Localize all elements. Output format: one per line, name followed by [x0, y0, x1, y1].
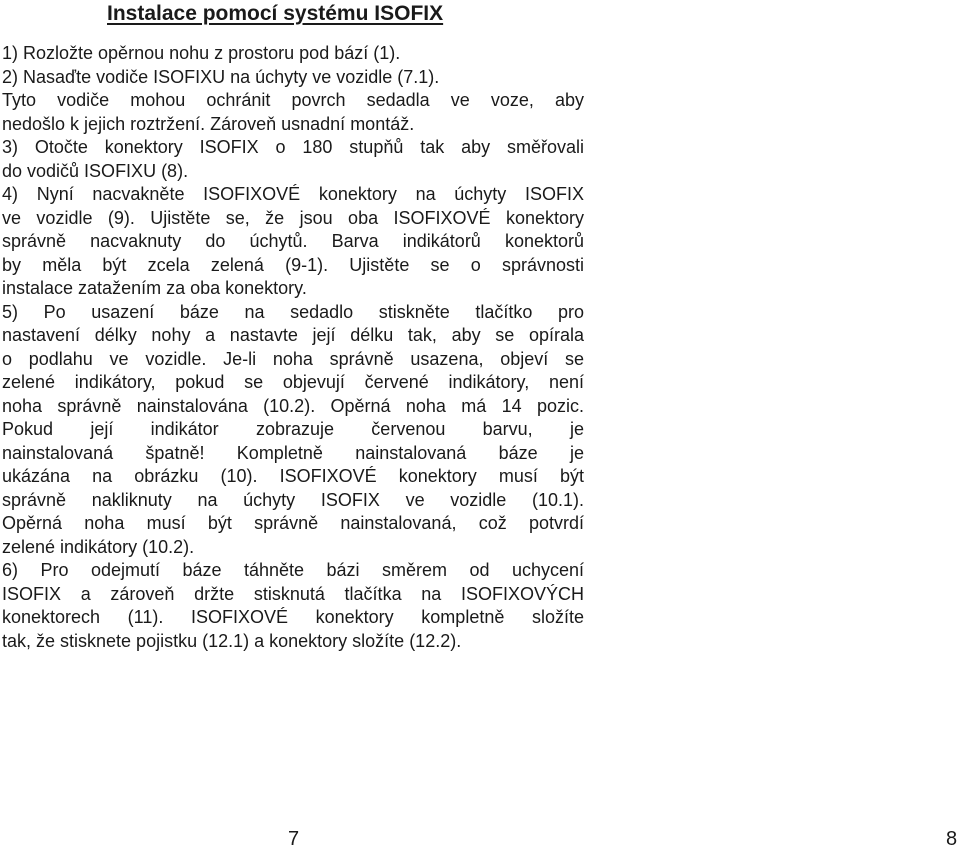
text-line: Opěrná noha musí být správně nainstalovaná, což potvrdí — [2, 513, 584, 533]
text-line: Pokud její indikátor zobrazuje červenou barvu, je — [2, 419, 584, 439]
text-line: ve vozidle (9). Ujistěte se, že jsou oba ISOFIXOVÉ konektory — [2, 207, 584, 228]
text-line: ISOFIX a zároveň držte stisknutá tlačítka na ISOFIXOVÝCH — [2, 583, 584, 604]
text-line: 4) Nyní nacvakněte ISOFIXOVÉ konektory na úchyty ISOFIX — [2, 184, 584, 204]
text-line: do vodičů ISOFIXU (8). — [2, 160, 189, 181]
text-line: správně nacvaknuty do úchytů. Barva indikátorů konektorů — [2, 231, 584, 251]
text-line: správně nakliknuty na úchyty ISOFIX ve vozidle (10.1). — [2, 489, 584, 510]
text-line: 3) Otočte konektory ISOFIX o 180 stupňů tak aby směřovali — [2, 137, 584, 157]
text-line: Tyto vodiče mohou ochránit povrch sedadla ve voze, aby — [2, 90, 584, 110]
text-line: tak, že stisknete pojistku (12.1) a konektory složíte (12.2). — [2, 630, 462, 651]
text-line: nainstalovaná špatně! Kompletně nainstalovaná báze je — [2, 442, 584, 463]
text-line: ukázána na obrázku (10). ISOFIXOVÉ konektory musí být — [2, 466, 584, 486]
text-line: by měla být zcela zelená (9-1). Ujistěte se o správnosti — [2, 254, 584, 275]
text-line: zelené indikátory (10.2). — [2, 536, 195, 557]
instructions-text — [2, 42, 584, 653]
text-line: zelené indikátory, pokud se objevují červené indikátory, není — [2, 372, 584, 392]
page-number-right: 8 — [946, 828, 958, 850]
text-line: 5) Po usazení báze na sedadlo stiskněte tlačítko pro — [2, 301, 584, 322]
text-line: instalace zatažením za oba konektory. — [2, 278, 307, 298]
text-line: 6) Pro odejmutí báze táhněte bázi směrem od uchycení — [2, 560, 584, 580]
text-line: konektorech (11). ISOFIXOVÉ konektory kompletně složíte — [2, 607, 584, 627]
page-title: Instalace pomocí systému ISOFIX — [107, 2, 444, 25]
text-line: 1) Rozložte opěrnou nohu z prostoru pod bází (1). — [2, 43, 401, 63]
text-line: 2) Nasaďte vodiče ISOFIXU na úchyty ve vozidle (7.1). — [2, 66, 440, 87]
text-line: noha správně nainstalována (10.2). Opěrná noha má 14 pozic. — [2, 395, 584, 416]
text-line: nedošlo k jejich roztržení. Zároveň usnadní montáž. — [2, 113, 415, 134]
text-line: nastavení délky nohy a nastavte její délku tak, aby se opírala — [2, 325, 584, 345]
page-number-left: 7 — [288, 828, 300, 850]
text-line: o podlahu ve vozidle. Je-li noha správně usazena, objeví se — [2, 348, 584, 369]
